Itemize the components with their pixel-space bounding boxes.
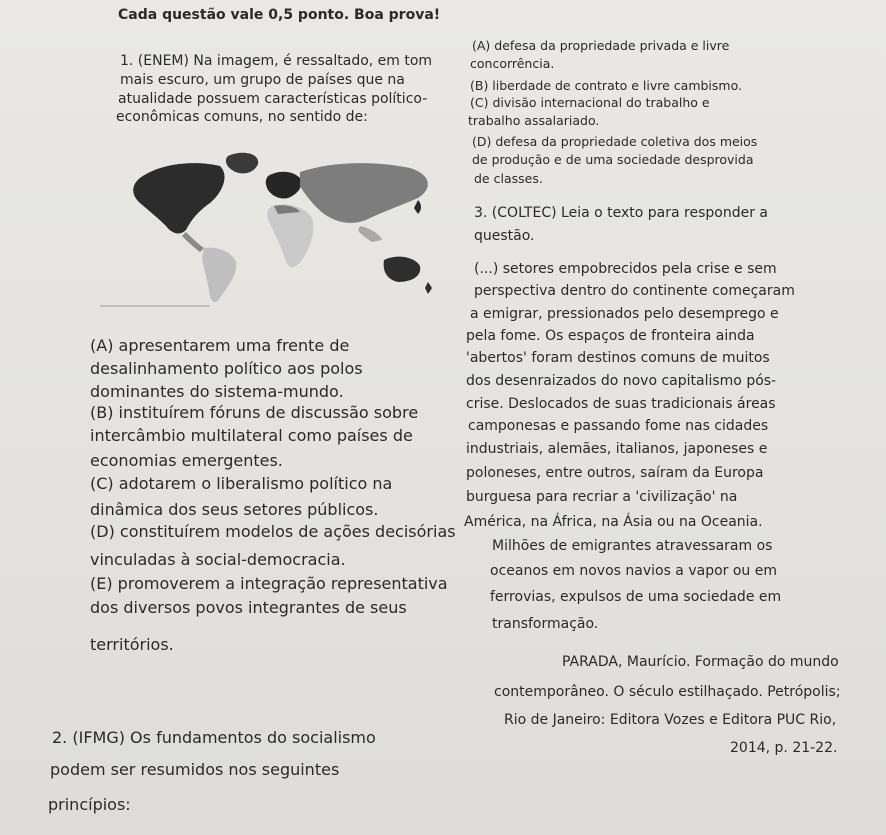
north-america-shape [133,163,224,233]
q1-option-b-line: intercâmbio multilateral como países de [90,426,413,445]
q2-line: podem ser resumidos nos seguintes [50,760,340,779]
passage-line: dos desenraizados do novo capitalismo pós- [466,373,777,389]
world-map-image [100,148,450,308]
q1-option-b[interactable]: (B) instituírem fóruns de discussão sobre [90,403,419,422]
q1-line: 1. (ENEM) Na imagem, é ressaltado, em tom [120,53,433,69]
q1-option-a[interactable] [90,336,420,355]
asia-shape [300,163,428,223]
passage-line: crise. Deslocados de suas tradicionais áreas [466,396,776,412]
passage-line: a emigrar, pressionados pelo desemprego e [470,306,779,322]
south-america-shape [202,248,236,303]
greenland-shape [226,153,258,174]
q1-option-e-line: territórios. [90,635,174,654]
q1-option-c[interactable]: (C) adotarem o liberalismo político na [90,474,393,493]
passage-line: poloneses, entre outros, saíram da Europa [466,465,764,481]
citation-line: Rio de Janeiro: Editora Vozes e Editora PUC Rio, [504,712,837,728]
q1-option-a-line: dominantes do sistema-mundo. [90,382,344,401]
q1-option-d-line: vinculadas à social-democracia. [90,550,346,569]
q2-option-d-line: de produção e de uma sociedade desprovida [472,152,754,167]
europe-shape [266,172,302,199]
q1-line: econômicas comuns, no sentido de: [116,109,368,125]
q2-line: princípios: [48,795,131,814]
q1-option-e[interactable]: (E) promoverem a integração representativa [90,574,448,593]
passage-line: industriais, alemães, italianos, japoneses e [466,441,768,457]
q2-option-b[interactable]: (B) liberdade de contrato e livre cambismo. [470,78,742,93]
southeast-asia-shape [358,226,382,242]
q2-option-c-line: trabalho assalariado. [468,113,600,128]
passage-line: oceanos em novos navios a vapor ou em [490,563,777,579]
passage-line: perspectiva dentro do continente começaram [474,283,795,299]
australia-shape [384,257,421,282]
citation-line: 2014, p. 21-22. [730,740,838,756]
q2-line: 2. (IFMG) Os fundamentos do socialismo [52,728,376,747]
q3-line: 3. (COLTEC) Leia o texto para responder a [474,205,768,221]
q3-line: questão. [474,228,535,244]
q1-line: atualidade possuem características político- [118,91,428,107]
q2-option-a[interactable]: (A) defesa da propriedade privada e livre [472,38,730,53]
q2-option-a-line: concorrência. [470,56,555,71]
passage-line: 'abertos' foram destinos comuns de muitos [466,350,770,366]
africa-shape [267,205,313,268]
page-header: Cada questão vale 0,5 ponto. Boa prova! [118,7,441,23]
passage-line: ferrovias, expulsos de uma sociedade em [490,589,782,605]
citation-line: PARADA, Maurício. Formação do mundo [562,654,839,670]
passage-line: camponesas e passando fome nas cidades [468,418,769,434]
passage-line: (...) setores empobrecidos pela crise e sem [474,261,777,277]
q2-option-d[interactable]: (D) defesa da propriedade coletiva dos meios [472,134,758,149]
q1-line: mais escuro, um grupo de países que na [120,72,405,88]
q1-option-b-line: economias emergentes. [90,451,283,470]
passage-line: pela fome. Os espaços de fronteira ainda [466,328,755,344]
passage-line: transformação. [492,616,599,632]
japan-shape [414,200,421,214]
passage-line: América, na África, na Ásia ou na Oceania. [464,514,763,530]
citation-line: contemporâneo. O século estilhaçado. Petrópolis; [494,684,841,700]
q1-option-a-line: desalinhamento político aos polos [90,359,363,378]
q1-option-d[interactable]: (D) constituírem modelos de ações decisórias [90,522,456,541]
new-zealand-shape [425,282,432,294]
q2-option-c[interactable]: (C) divisão internacional do trabalho e [470,95,710,110]
q1-option-c-line: dinâmica dos seus setores públicos. [90,500,379,519]
q1-option-a-line: (A) apresentarem uma frente de [90,336,350,355]
central-america-shape [182,232,204,252]
passage-line: Milhões de emigrantes atravessaram os [492,538,773,554]
passage-line: burguesa para recriar a 'civilização' na [466,489,738,505]
q2-option-d-line: de classes. [474,171,543,186]
q1-option-e-line: dos diversos povos integrantes de seus [90,598,407,617]
